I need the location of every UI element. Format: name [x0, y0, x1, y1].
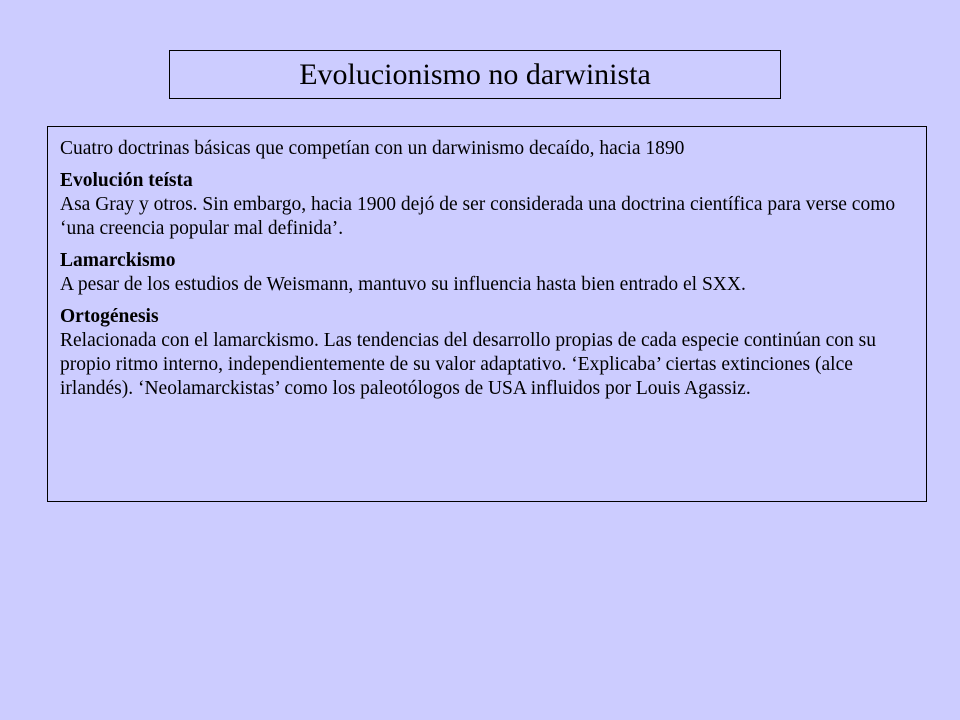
section-heading: Ortogénesis — [60, 306, 159, 327]
slide-title-box — [169, 50, 781, 99]
section-body: Asa Gray y otros. Sin embargo, hacia 1900 dejó de ser considerada una doctrina científica para verse como ‘una creencia popular mal definida’. — [60, 194, 896, 239]
section-body: A pesar de los estudios de Weismann, mantuvo su influencia hasta bien entrado el SXX. — [60, 274, 746, 295]
content-box — [47, 126, 927, 502]
section-evolucion-teista — [60, 169, 914, 241]
slide-title: Evolucionismo no darwinista — [299, 57, 651, 91]
section-heading: Evolución teísta — [60, 170, 193, 191]
section-lamarckismo — [60, 249, 914, 297]
intro-text: Cuatro doctrinas básicas que competían con un darwinismo decaído, hacia 1890 — [60, 138, 685, 159]
section-heading: Lamarckismo — [60, 250, 176, 271]
section-body: Relacionada con el lamarckismo. Las tendencias del desarrollo propias de cada especie continúan con su propio ritmo interno, independientemente de su valor adaptativo. ‘Explicaba’ ciertas extinciones (alce irlandés). ‘Neolamarckistas’ como los paleotólogos de USA influidos por Louis Agassiz. — [60, 330, 876, 399]
section-ortogenesis — [60, 305, 914, 401]
